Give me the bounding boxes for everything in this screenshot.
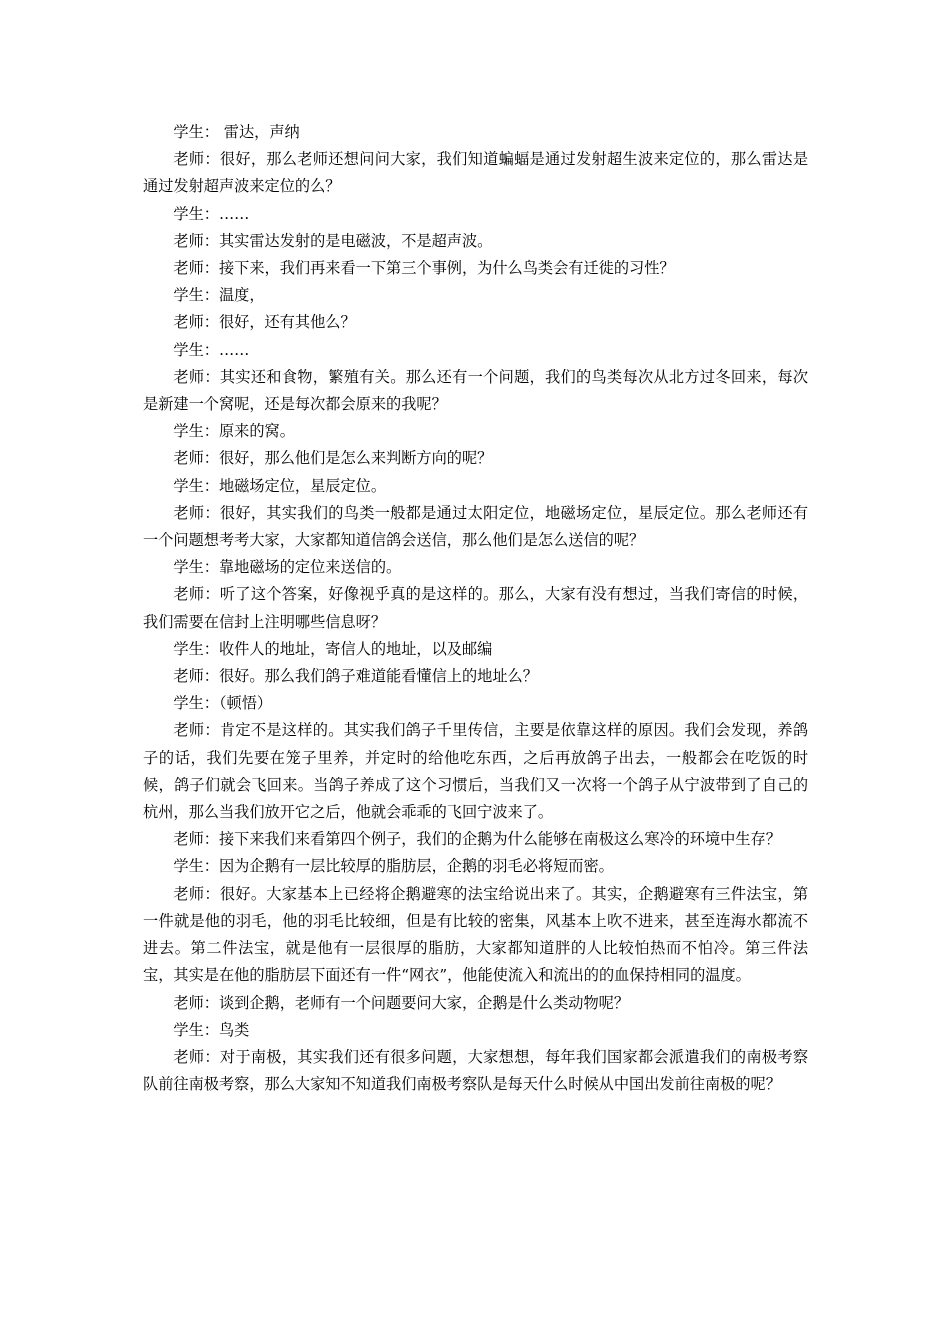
dialogue-line: 老师：很好，其实我们的鸟类一般都是通过太阳定位，地磁场定位，星辰定位。那么老师还有一个问题想考考大家，大家都知道信鸽会送信，那么他们是怎么送信的呢？ <box>143 503 808 550</box>
dialogue-line: 老师：听了这个答案，好像视乎真的是这样的。那么，大家有没有想过，当我们寄信的时候，我们需要在信封上注明哪些信息呀？ <box>143 585 808 631</box>
dialogue-line: 学生：（顿悟） <box>173 694 273 713</box>
dialogue-line: 学生：收件人的地址，寄信人的地址，以及邮编 <box>173 639 493 658</box>
dialogue-line: 老师：很好，那么老师还想问问大家，我们知道蝙蝠是通过发射超生波来定位的，那么雷达是通过发射超声波来定位的么？ <box>143 150 808 196</box>
dialogue-line: 老师：接下来我们来看第四个例子，我们的企鹅为什么能够在南极这么寒冷的环境中生存？ <box>173 830 781 849</box>
dialogue-line: 老师：其实还和食物，繁殖有关。那么还有一个问题，我们的鸟类每次从北方过冬回来，每次是新建一个窝呢，还是每次都会原来的我呢？ <box>143 367 808 414</box>
dialogue-line: 老师：谈到企鹅，老师有一个问题要问大家，企鹅是什么类动物呢？ <box>173 993 630 1012</box>
dialogue-line: 学生：因为企鹅有一层比较厚的脂肪层，企鹅的羽毛必将短而密。 <box>173 857 614 876</box>
dialogue-line: 学生：鸟类 <box>173 1020 250 1039</box>
dialogue-line: 老师：肯定不是这样的。其实我们鸽子千里传信，主要是依靠这样的原因。我们会发现，养鸽子的话，我们先要在笼子里养，并定时的给他吃东西，之后再放鸽子出去，一般都会在吃饭的时候，鸽子们就会飞回来。当鸽子养成了这个习惯后，当我们又一次将一个鸽子从宁波带到了自己的杭州，那么当我们放开它之后，他就会乖乖的飞回宁波来了。 <box>143 721 808 822</box>
dialogue-body <box>143 119 808 1098</box>
dialogue-line: 老师：接下来，我们再来看一下第三个事例，为什么鸟类会有迁徙的习性？ <box>173 259 675 278</box>
dialogue-line: 学生：…… <box>173 340 250 359</box>
dialogue-line: 老师：很好，还有其他么？ <box>173 313 356 332</box>
dialogue-line: 学生：温度， <box>173 286 265 305</box>
dialogue-line: 学生： 雷达，声纳 <box>173 123 300 141</box>
dialogue-line: 学生：原来的窝。 <box>173 422 295 441</box>
dialogue-line: 老师：很好。大家基本上已经将企鹅避寒的法宝给说出来了。其实，企鹅避寒有三件法宝，第一件就是他的羽毛，他的羽毛比较细，但是有比较的密集，风基本上吹不进来，甚至连海水都流不进去。第二件法宝，就是他有一层很厚的脂肪，大家都知道胖的人比较怕热而不怕冷。第三件法宝，其实是在他的脂肪层下面还有一件“网衣”，他能使流入和流出的的血保持相同的温度。 <box>143 884 808 985</box>
dialogue-line: 学生：…… <box>173 204 250 223</box>
dialogue-line: 学生：地磁场定位，星辰定位。 <box>173 476 387 495</box>
dialogue-line: 学生：靠地磁场的定位来送信的。 <box>173 558 402 577</box>
dialogue-line: 老师：对于南极，其实我们还有很多问题，大家想想，每年我们国家都会派遣我们的南极考察队前往南极考察，那么大家知不知道我们南极考察队是每天什么时候从中国出发前往南极的呢？ <box>143 1047 808 1094</box>
dialogue-line: 老师：很好，那么他们是怎么来判断方向的呢？ <box>173 449 493 468</box>
dialogue-line: 老师：很好。那么我们鸽子难道能看懂信上的地址么？ <box>173 667 538 686</box>
dialogue-line: 老师：其实雷达发射的是电磁波，不是超声波。 <box>173 231 493 250</box>
